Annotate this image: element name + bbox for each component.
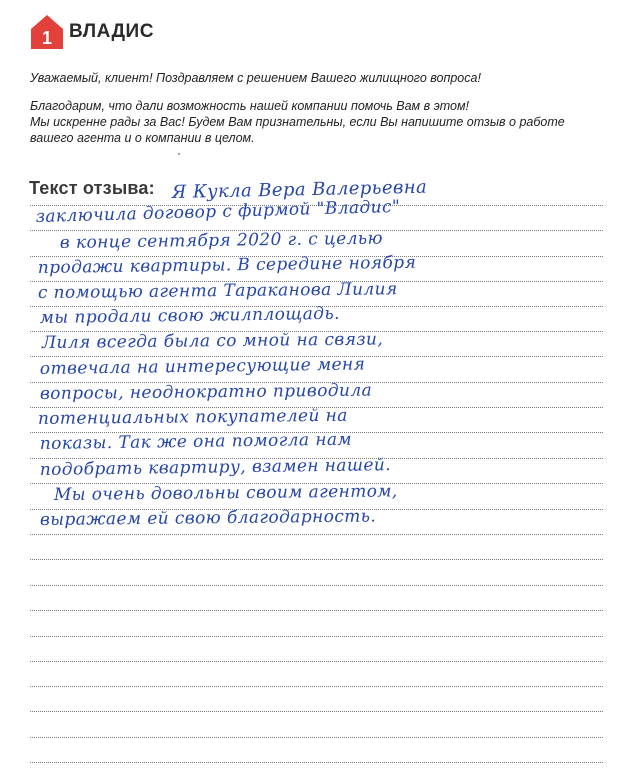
ruled-line [30, 534, 603, 535]
greeting-line: Уважаемый, клиент! Поздравляем с решением Вашего жилищного вопроса! [30, 71, 481, 85]
handwritten-review-line: Мы очень довольны своим агентом, [53, 481, 398, 505]
request-line-continued: вашего агента и о компании в целом. [30, 131, 255, 145]
handwritten-review-line: продажи квартиры. В середине ноября [37, 252, 417, 278]
handwritten-review-line: отвечала на интересующие меня [39, 354, 366, 379]
handwritten-review-line: потенциальных покупателей на [37, 405, 348, 429]
ruled-line [30, 762, 603, 763]
review-label: Текст отзыва: [29, 178, 155, 198]
ruled-line [30, 585, 603, 586]
handwritten-review-line: подобрать квартиру, взамен нашей. [39, 455, 392, 480]
request-line: Мы искренне рады за Вас! Будем Вам признательны, если Вы напишите отзыв о работе [30, 115, 565, 129]
handwritten-review-line: выражаем ей свою благодарность. [39, 506, 377, 530]
ruled-line [30, 610, 603, 611]
ruled-line [30, 686, 603, 687]
stray-dot [178, 153, 180, 155]
handwritten-review-line: Лиля всегда была со мной на связи, [41, 329, 384, 353]
brand-name: ВЛАДИС [69, 21, 154, 42]
brand-logo [30, 14, 154, 50]
ruled-line [30, 661, 603, 662]
handwritten-review-line: Я Кукла Вера Валерьевна [171, 176, 428, 203]
ruled-line [30, 636, 603, 637]
ruled-line [30, 737, 603, 738]
handwritten-review-line: показы. Так же она помогла нам [39, 429, 353, 454]
ruled-line [30, 711, 603, 712]
logo-digit: 1 [41, 28, 53, 48]
thanks-line: Благодарим, что дали возможность нашей компании помочь Вам в этом! [30, 99, 470, 113]
handwritten-review-line: в конце сентября 2020 г. с целью [59, 228, 384, 253]
ruled-line [30, 559, 603, 560]
handwritten-review-line: заключила договор с фирмой "Владис" [35, 196, 401, 227]
handwritten-review-line: с помощью агента Тараканова Лилия [37, 279, 398, 303]
handwritten-review-line: вопросы, неоднократно приводила [39, 380, 373, 404]
house-logo-icon [30, 14, 64, 50]
handwritten-review-line: мы продали свою жилплощадь. [39, 303, 340, 328]
